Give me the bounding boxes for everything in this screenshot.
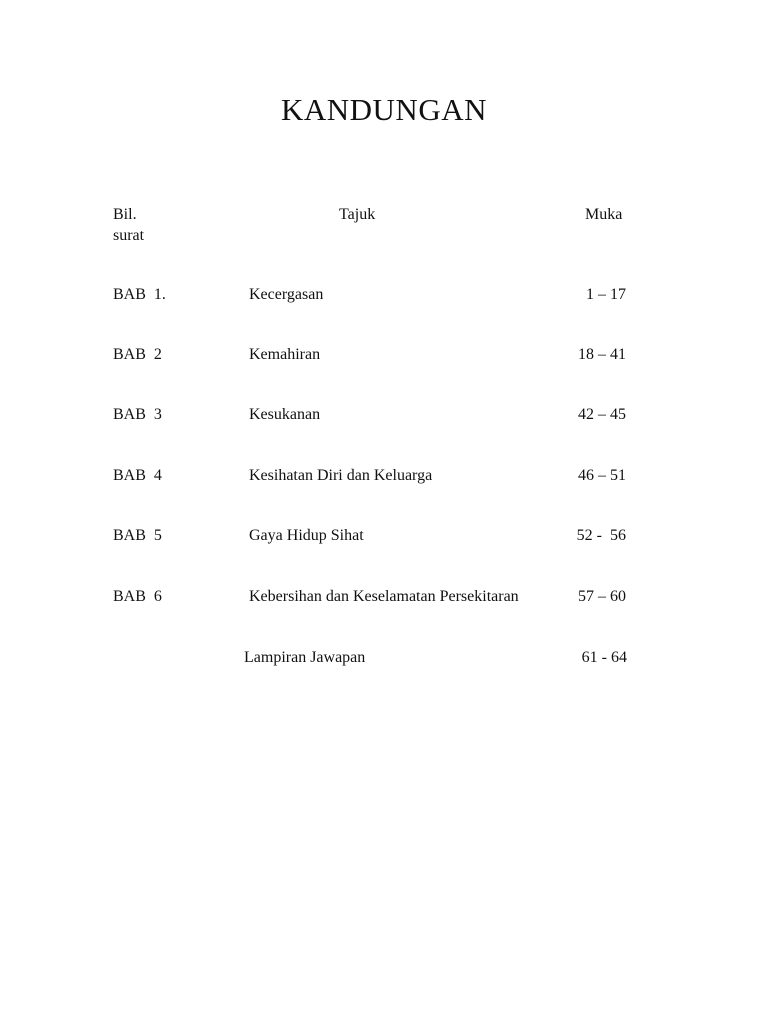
toc-chapter: BAB 2 (113, 346, 162, 363)
toc-chapter: BAB 4 (113, 467, 162, 484)
header-tajuk: Tajuk (339, 206, 376, 223)
toc-pages: 57 – 60 (578, 588, 626, 605)
toc-pages: 42 – 45 (578, 406, 626, 423)
toc-title: Kecergasan (249, 286, 324, 303)
toc-row (0, 284, 768, 306)
toc-title: Gaya Hidup Sihat (249, 527, 364, 544)
toc-pages: 18 – 41 (578, 346, 626, 363)
toc-pages: 46 – 51 (578, 467, 626, 484)
toc-row (0, 344, 768, 366)
header-muka: Muka (585, 206, 623, 223)
toc-row (0, 465, 768, 487)
header-bil-line2: surat (113, 227, 145, 244)
toc-title: Kemahiran (249, 346, 321, 363)
toc-title: Lampiran Jawapan (244, 649, 366, 666)
toc-row (0, 586, 768, 608)
toc-chapter: BAB 3 (113, 406, 162, 423)
toc-chapter: BAB 1. (113, 286, 166, 303)
header-bil-line1: Bil. (113, 206, 137, 223)
page-title: KANDUNGAN (281, 92, 487, 127)
toc-pages: 1 – 17 (586, 286, 626, 303)
toc-title: Kebersihan dan Keselamatan Persekitaran (249, 588, 519, 605)
toc-row-appendix (0, 647, 768, 669)
header-bil-surat (113, 204, 144, 246)
toc-row (0, 525, 768, 547)
toc-chapter: BAB 6 (113, 588, 162, 605)
toc-pages: 61 - 64 (581, 649, 627, 666)
toc-row (0, 404, 768, 426)
toc-title: Kesukanan (249, 406, 321, 423)
toc-pages: 52 - 56 (576, 527, 626, 544)
toc-chapter: BAB 5 (113, 527, 162, 544)
toc-title: Kesihatan Diri dan Keluarga (249, 467, 433, 484)
